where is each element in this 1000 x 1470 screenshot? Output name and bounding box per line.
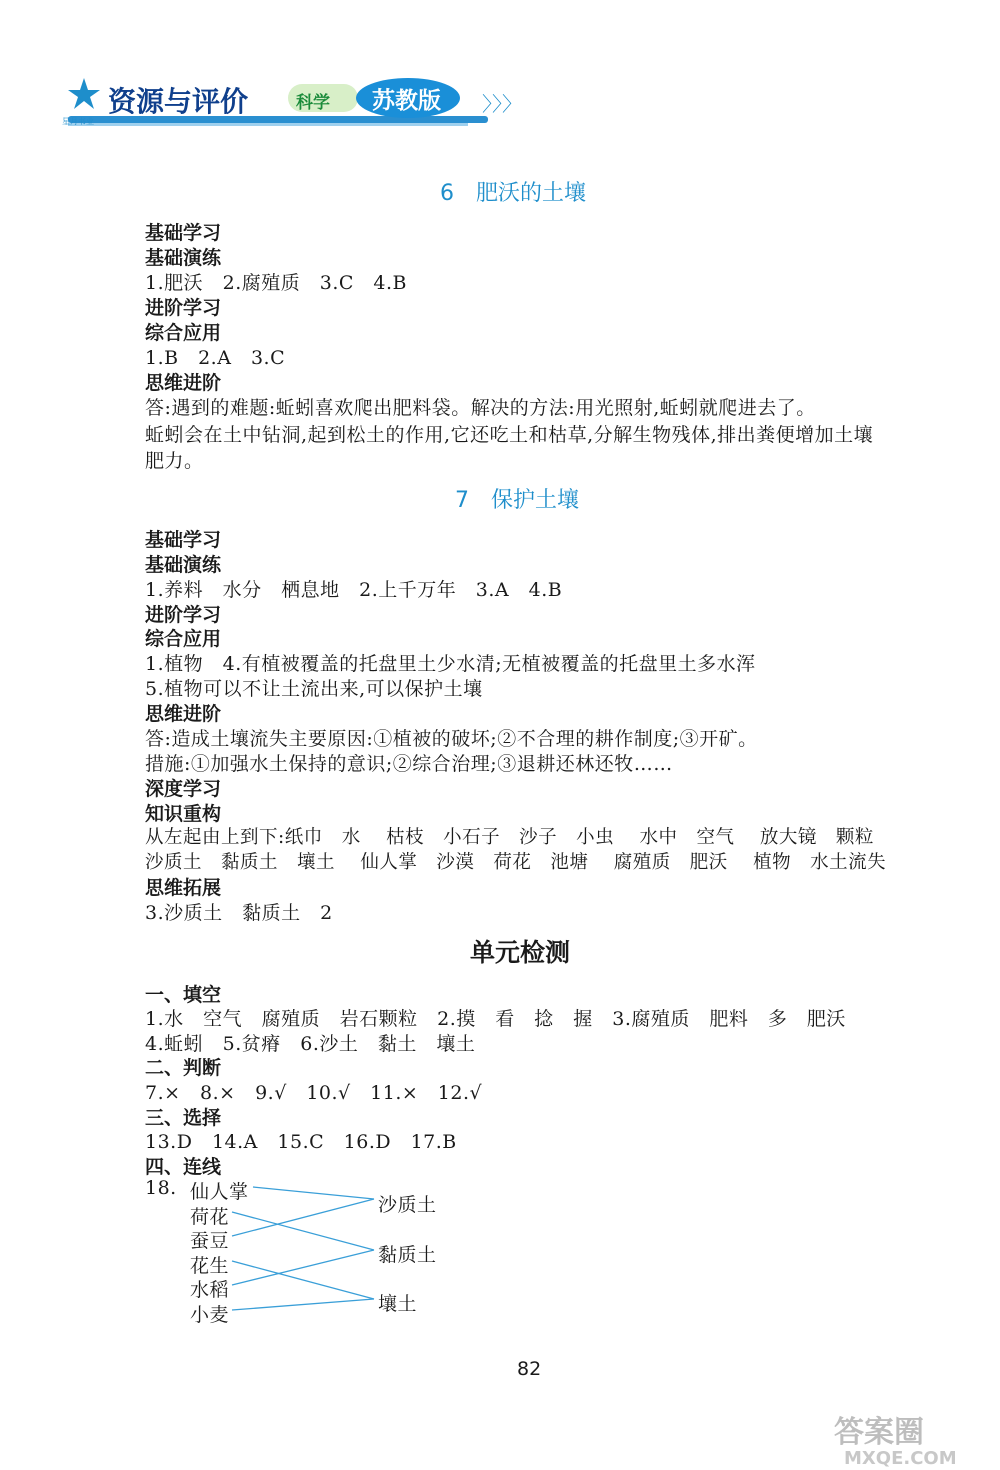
match-right-item: 沙质土 [378, 1194, 437, 1216]
unit-heading-choose: 三、选择 [145, 1107, 222, 1129]
watermark-url: MXQE.COM [844, 1448, 957, 1468]
unit-judge-answers: 7.× 8.× 9.√ 10.√ 11.× 12.√ [145, 1082, 483, 1104]
section7-title: 7 保护土壤 [455, 488, 579, 513]
section7-expand-answers: 3.沙质土 黏质土 2 [145, 902, 333, 924]
watermark-logo [820, 1410, 995, 1468]
unit-heading-fill: 一、填空 [145, 984, 222, 1006]
section6-heading-apply: 综合应用 [145, 322, 222, 344]
section7-rebuild-line2: 沙质土 黏质土 壤土 仙人掌 沙漠 荷花 池塘 腐殖质 肥沃 植物 水土流失 [145, 852, 887, 873]
question-number: 18. [145, 1177, 177, 1199]
section6-thinking-line3: 肥力。 [145, 450, 204, 472]
section6-heading-basic: 基础学习 [145, 222, 222, 244]
match-left-item: 仙人掌 [190, 1181, 249, 1203]
section7-heading-basic: 基础学习 [145, 529, 222, 551]
edition-label: 苏教版 [372, 88, 441, 114]
section7-basic-answers: 1.养料 水分 栖息地 2.上千万年 3.A 4.B [145, 579, 563, 601]
book-title: 资源与评价 [108, 85, 249, 118]
section6-heading-thinking: 思维进阶 [145, 372, 222, 394]
section7-heading-expand: 思维拓展 [145, 877, 222, 899]
section6-apply-answers: 1.B 2.A 3.C [145, 347, 286, 369]
unit-heading-connect: 四、连线 [145, 1156, 222, 1178]
logo-text: 星月书业 [62, 117, 94, 126]
section6-thinking-line1: 答:遇到的难题:蚯蚓喜欢爬出肥料袋。解决的方法:用光照射,蚯蚓就爬进去了。 [145, 397, 816, 419]
watermark-text: 答案圈 [834, 1415, 924, 1450]
match-right-item: 黏质土 [378, 1244, 437, 1266]
chevron-right-icon: 〉〉〉 [482, 92, 522, 116]
section7-rebuild-line1: 从左起由上到下:纸巾 水 枯枝 小石子 沙子 小虫 水中 空气 放大镜 颗粒 [145, 827, 874, 848]
section6-thinking-line2: 蚯蚓会在土中钻洞,起到松土的作用,它还吃土和枯草,分解生物残体,排出粪便增加土壤 [145, 424, 874, 446]
section7-heading-apply: 综合应用 [145, 628, 222, 650]
page-number: 82 [517, 1358, 542, 1380]
section6-basic-answers: 1.肥沃 2.腐殖质 3.C 4.B [145, 272, 408, 294]
match-right-item: 壤土 [378, 1293, 418, 1315]
match-left-item: 水稻 [190, 1279, 230, 1301]
subject-label: 科学 [296, 93, 330, 113]
section7-apply-line1: 1.植物 4.有植被覆盖的托盘里土少水清;无植被覆盖的托盘里土多水浑 [145, 653, 756, 675]
unit-test-title: 单元检测 [470, 938, 571, 967]
section7-heading-thinking: 思维进阶 [145, 703, 222, 725]
match-left-item: 花生 [190, 1255, 230, 1277]
unit-fill-line1: 1.水 空气 腐殖质 岩石颗粒 2.摸 看 捻 握 3.腐殖质 肥料 多 肥沃 [145, 1008, 846, 1030]
section7-heading-rebuild: 知识重构 [145, 803, 222, 825]
section6-heading-advanced: 进阶学习 [145, 297, 222, 319]
unit-choose-answers: 13.D 14.A 15.C 16.D 17.B [145, 1131, 457, 1153]
section7-heading-practice: 基础演练 [145, 554, 222, 576]
match-left-item: 蚕豆 [190, 1230, 230, 1252]
section7-heading-deep: 深度学习 [145, 778, 222, 800]
section7-thinking-line1: 答:造成土壤流失主要原因:①植被的破坏;②不合理的耕作制度;③开矿。 [145, 728, 758, 750]
section7-apply-line2: 5.植物可以不让土流出来,可以保护土壤 [145, 678, 483, 700]
match-line [253, 1187, 374, 1199]
unit-heading-judge: 二、判断 [145, 1057, 222, 1079]
match-left-item: 荷花 [190, 1206, 230, 1228]
section7-thinking-line2: 措施:①加强水土保持的意识;②综合治理;③退耕还林还牧…… [145, 753, 673, 775]
section6-title: 6 肥沃的土壤 [440, 181, 586, 206]
section6-heading-practice: 基础演练 [145, 247, 222, 269]
unit-fill-line2: 4.蚯蚓 5.贫瘠 6.沙土 黏土 壤土 [145, 1033, 476, 1055]
match-line [232, 1299, 374, 1310]
match-left-item: 小麦 [190, 1304, 230, 1326]
match-lines [150, 1170, 470, 1330]
section7-heading-advanced: 进阶学习 [145, 604, 222, 626]
